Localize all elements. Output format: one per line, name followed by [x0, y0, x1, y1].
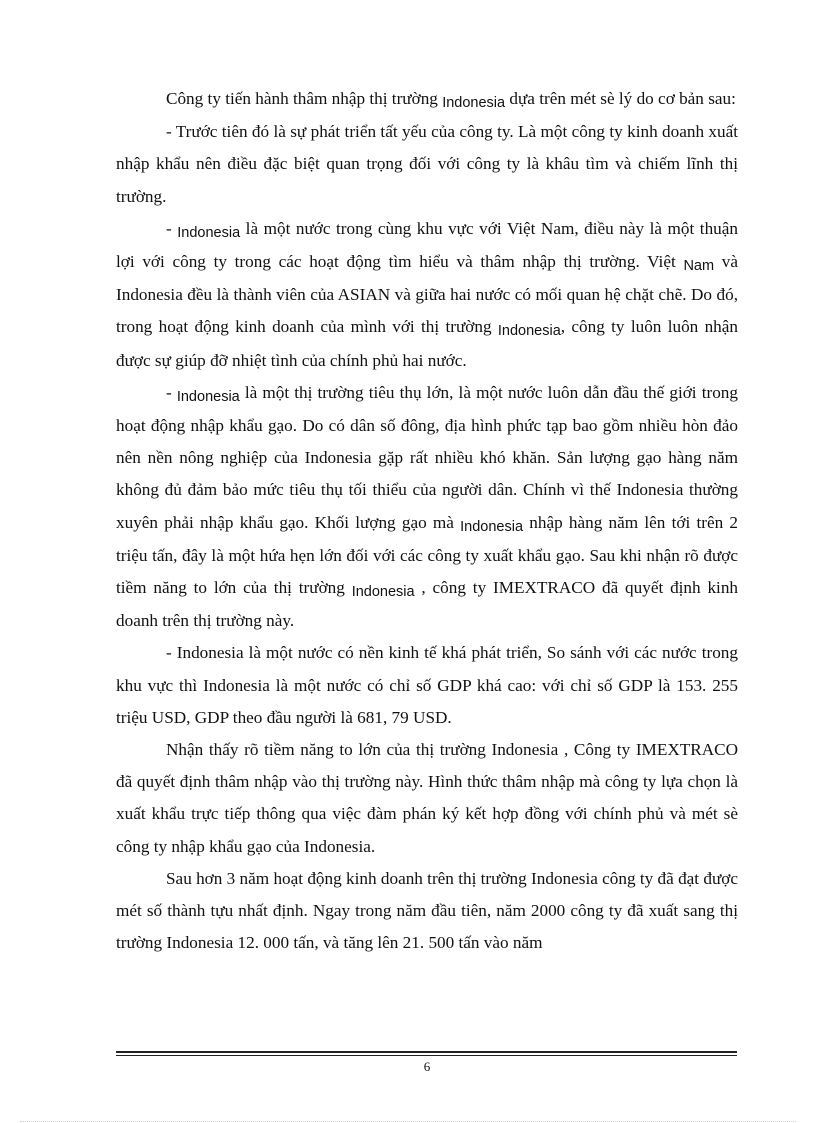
text-segment: Sau hơn 3 năm hoạt động kinh doanh trên thị trường Indonesia công ty đã đạt được mét số thành tựu nhất định. Ngay trong năm đầu tiên, năm 2000 công ty đã xuất sang thị trường Indonesia 12. 000 tấn, và tăng lên 21. 500 tấn vào năm	[116, 868, 738, 953]
text-segment: dựa trên mét sè lý do cơ bản sau:	[505, 89, 736, 108]
text-segment: là một nước trong cùng khu vực với Việt Nam, điều này là một thuận lợi với công ty trong các hoạt động tìm hiểu và thâm nhập thị trường. Việt	[116, 218, 738, 272]
paragraph-results	[116, 863, 738, 960]
text-segment: , công ty luôn luôn nhận được sự giúp đỡ nhiệt tình của chính phủ hai nước.	[116, 317, 738, 370]
paragraph-reason-3	[116, 377, 738, 638]
text-segment: Indonesia	[176, 388, 240, 405]
text-segment: Indonesia	[351, 584, 415, 601]
text-segment: Indonesia	[497, 323, 561, 340]
paragraph-reason-2	[116, 213, 738, 377]
text-segment: Indonesia	[460, 518, 524, 535]
page-number: 6	[423, 1059, 431, 1074]
text-segment: -	[166, 382, 177, 402]
body-text	[116, 83, 738, 959]
text-segment: -	[166, 218, 178, 238]
text-segment: Indonesia	[177, 224, 241, 241]
text-segment: Nam	[683, 258, 715, 275]
page-edge-divider	[20, 1121, 796, 1122]
paragraph-reason-1	[116, 116, 738, 213]
text-segment: là một thị trường tiêu thụ lớn, là một nước luôn dẫn đầu thế giới trong hoạt động nhập khẩu gạo. Do có dân số đông, địa hình phức tạp bao gồm nhiều hòn đảo nên nền nông nghiệp của Indonesia gặp rất nhiều khó khăn. Sản lượng gạo hàng năm không đủ đảm bảo mức tiêu thụ tối thiểu của người dân. Chính vì thế Indonesia thường xuyên phải nhập khẩu gạo. Khối lượng gạo mà	[116, 382, 738, 532]
text-segment: - Indonesia là một nước có nền kinh tế khá phát triển, So sánh với các nước trong khu vực thì Indonesia là một nước có chỉ số GDP khá cao: với chỉ số GDP là 153. 255 triệu USD, GDP theo đầu người là 681, 79 USD.	[116, 643, 738, 727]
text-segment: và Indonesia đều là thành viên của ASIAN và giữa hai nước có mối quan hệ chặt chẽ. Do đó, trong hoạt động kinh doanh của mình với thị trường	[116, 252, 738, 337]
paragraph-reason-4	[116, 637, 738, 734]
paragraph-decision	[116, 734, 738, 863]
text-segment: , công ty IMEXTRACO đã quyết định kinh doanh trên thị trường này.	[116, 578, 739, 631]
footer-rule-thin	[116, 1055, 737, 1056]
text-segment: Công ty tiến hành thâm nhập thị trường	[166, 89, 443, 108]
paragraph-intro	[116, 83, 738, 116]
text-segment: nhập hàng năm lên tới trên 2 triệu tấn, đây là một hứa hẹn lớn đối với các công ty xuất khẩu gạo. Sau khi nhận rõ được tiềm năng to lớn của thị trường	[116, 512, 738, 598]
text-segment: Indonesia	[442, 95, 506, 111]
text-segment: Nhận thấy rõ tiềm năng to lớn của thị trường Indonesia , Công ty IMEXTRACO đã quyết định thâm nhập vào thị trường này. Hình thức thâm nhập mà công ty lựa chọn là xuất khẩu trực tiếp thông qua việc đàm phán ký kết hợp đồng với chính phủ và mét sè công ty nhập khẩu gạo của Indonesia.	[116, 740, 738, 856]
text-segment: - Trước tiên đó là sự phát triển tất yếu của công ty. Là một công ty kinh doanh xuất nhập khẩu nên điều đặc biệt quan trọng đối với công ty là khâu tìm và chiếm lĩnh thị trường.	[116, 122, 738, 206]
footer-rule-thick	[116, 1051, 737, 1053]
